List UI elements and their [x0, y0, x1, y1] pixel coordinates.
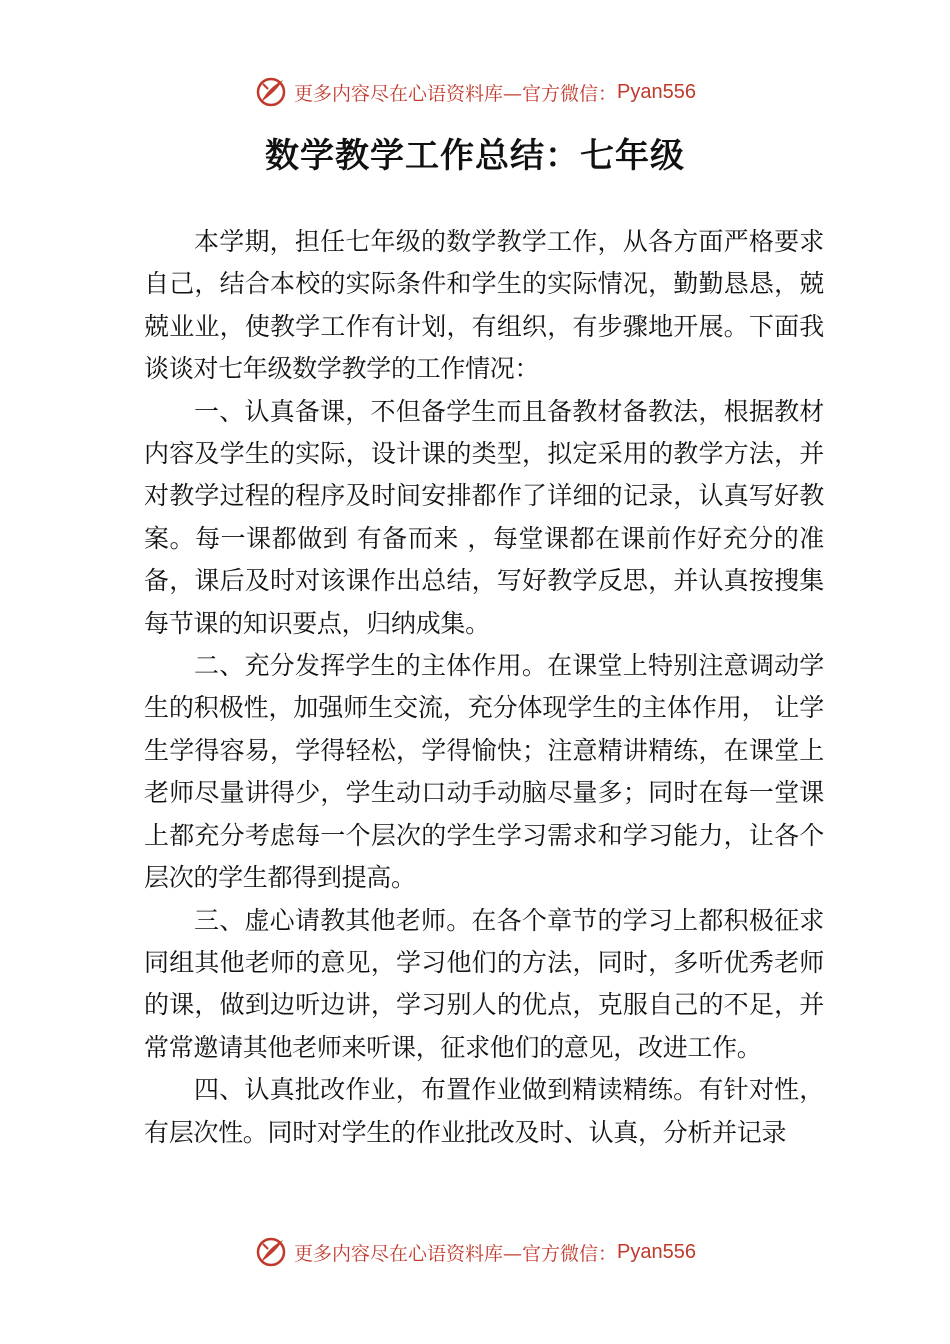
watermark-account: Pyan556 — [617, 80, 696, 103]
document-body — [144, 221, 824, 1154]
paragraph-intro: 本学期，担任七年级的数学教学工作，从各方面严格要求自己，结合本校的实际条件和学生的实际情况，勤勤恳恳，兢兢业业，使教学工作有计划，有组织，有步骤地开展。下面我谈谈对七年级数学教学的工作情况： — [144, 227, 824, 384]
watermark-header — [0, 72, 950, 112]
quill-circle-icon — [254, 75, 288, 109]
watermark-text: 更多内容尽在心语资料库—官方微信： — [294, 82, 618, 105]
watermark-text: 更多内容尽在心语资料库—官方微信： — [294, 1242, 618, 1265]
paragraph-1-preparation: 一、认真备课，不但备学生而且备教材备教法，根据教材内容及学生的实际，设计课的类型，拟定采用的教学方法，并对教学过程的程序及时间安排都作了详细的记录，认真写好教案。每一课都做到 有备而来 ，每堂课都在课前作好充分的准备，课后及时对该课作出总结，写好教学反思，并认真按搜集每节课的知识要点，归纳成集。 — [144, 396, 824, 638]
document-title: 数学教学工作总结：七年级 — [265, 136, 685, 176]
watermark-account: Pyan556 — [617, 1240, 696, 1263]
quill-circle-icon — [254, 1235, 288, 1269]
watermark-footer — [0, 1232, 950, 1272]
paragraph-4-homework: 四、认真批改作业，布置作业做到精读精练。有针对性，有层次性。同时对学生的作业批改及时、认真，分析并记录 — [144, 1075, 824, 1147]
paragraph-3-consult-teachers: 三、虚心请教其他老师。在各个章节的学习上都积极征求同组其他老师的意见，学习他们的方法，同时，多听优秀老师的课，做到边听边讲，学习别人的优点，克服自己的不足，并常常邀请其他老师来听课，征求他们的意见，改进工作。 — [144, 905, 824, 1062]
paragraph-2-student-role: 二、充分发挥学生的主体作用。在课堂上特别注意调动学生的积极性，加强师生交流，充分体现学生的主体作用， 让学生学得容易，学得轻松，学得愉快；注意精讲精练，在课堂上老师尽量讲得少，学生动口动手动脑尽量多；同时在每一堂课上都充分考虑每一个层次的学生学习需求和学习能力，让各个层次的学生都得到提高。 — [144, 651, 824, 893]
